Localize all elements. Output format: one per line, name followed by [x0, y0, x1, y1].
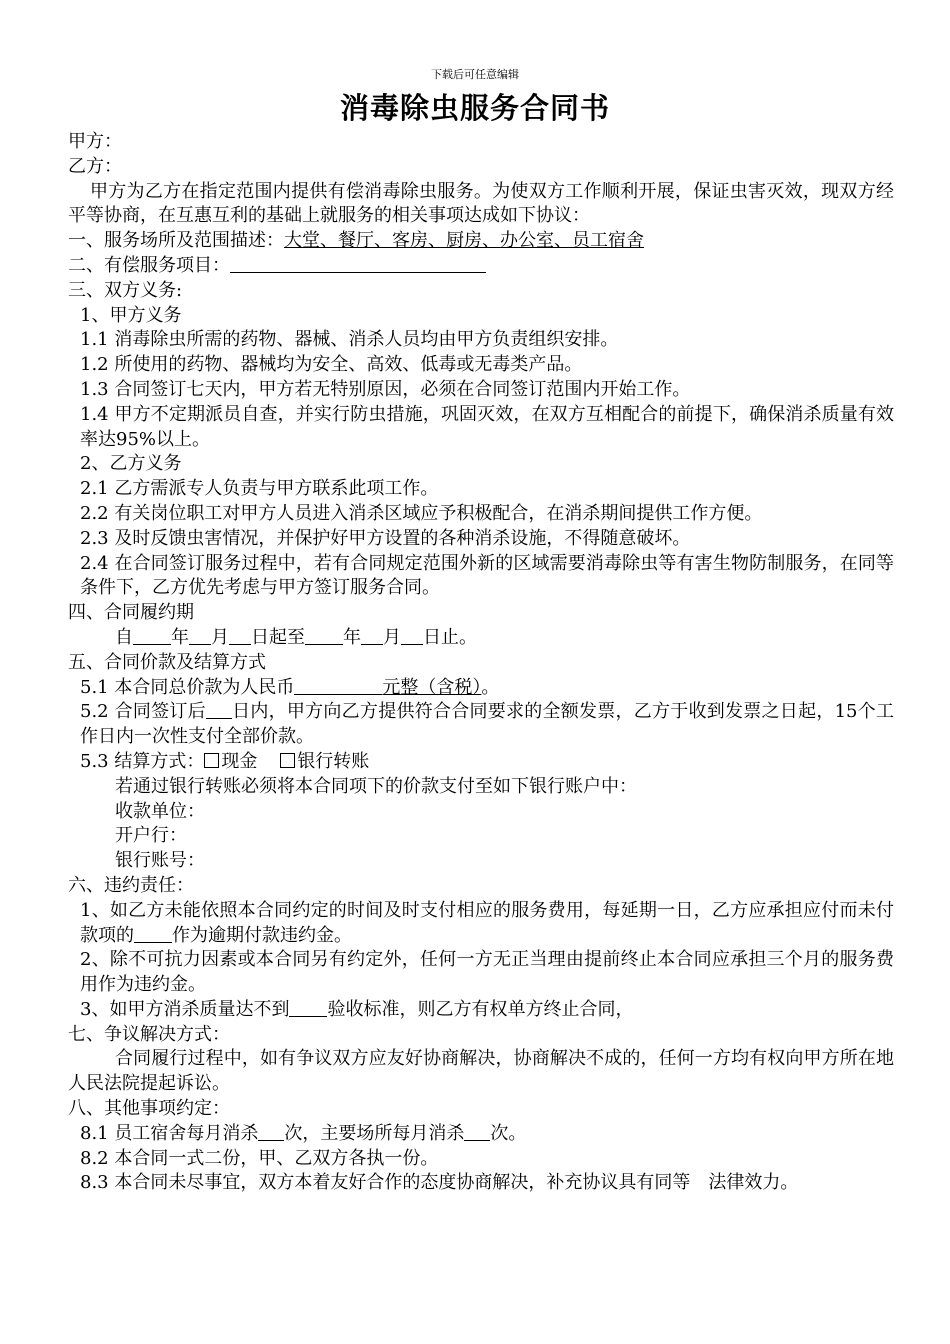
term-from-label: 自 [115, 626, 133, 648]
clause-5-2-post: 日内，甲方向乙方提供符合合同要求的全额发票，乙方于收到发票之日起，15个工作日内一次性支付全部价款。 [80, 701, 894, 748]
bank-note: 若通过银行转账必须将本合同项下的价款支付至如下银行账户中： [115, 775, 637, 797]
term-end-year-label: 年 [343, 626, 361, 648]
late-fee-rate-blank[interactable] [134, 925, 172, 943]
clause-1-4: 1.4 甲方不定期派员自查，并实行防虫措施，巩固灭效，在双方互相配合的前提下，确保消杀质量有效率达95%以上。 [80, 403, 894, 450]
section-1-scope [68, 229, 894, 254]
bank-transfer-checkbox[interactable] [280, 753, 295, 768]
clause-6-3-pre: 3、如甲方消杀质量达不到 [80, 998, 290, 1020]
clause-6-3 [68, 998, 894, 1023]
header-note: 下载后可任意编辑 [431, 68, 519, 81]
clause-5-2 [68, 700, 894, 750]
section-7-title: 七、争议解决方式： [68, 1023, 230, 1045]
section-5-title: 五、合同价款及结算方式 [68, 651, 266, 673]
start-year-blank[interactable] [133, 627, 171, 645]
clause-6-2: 2、除不可抗力因素或本合同另有约定外，任何一方无正当理由提前终止本合同应承担三个月的服务费用作为违约金。 [80, 949, 894, 996]
clause-2-3: 2.3 及时反馈虫害情况，并保护好甲方设置的各种消杀设施，不得随意破坏。 [80, 527, 691, 549]
dorm-frequency-blank[interactable] [258, 1123, 284, 1141]
clause-6-1-pre: 1、如乙方未能依照本合同约定的时间及时支付相应的服务费用，每延期一日，乙方应承担应付而未付款项的 [80, 899, 894, 946]
document-title: 消毒除虫服务合同书 [339, 91, 610, 125]
service-items-blank[interactable] [230, 255, 486, 273]
clause-1-3: 1.3 合同签订七天内，甲方若无特别原因，必须在合同签订范围内开始工作。 [80, 378, 691, 400]
clause-8-1 [68, 1122, 894, 1147]
section-6-title: 六、违约责任： [68, 874, 194, 896]
clause-8-2: 8.2 本合同一式二份，甲、乙双方各执一份。 [80, 1147, 439, 1169]
term-year-label: 年 [171, 626, 189, 648]
contract-body [68, 130, 894, 1196]
clause-1-1: 1.1 消毒除虫所需的药物、器械、消杀人员均由甲方负责组织安排。 [80, 329, 619, 351]
intro-paragraph: 甲方为乙方在指定范围内提供有偿消毒除虫服务。为使双方工作顺利开展，保证虫害灭效，现双方经平等协商，在互惠互利的基础上就服务的相关事项达成如下协议： [68, 180, 894, 227]
term-period-line [68, 626, 894, 651]
party-b-duties-title: 2、乙方义务 [80, 453, 182, 475]
clause-2-1: 2.1 乙方需派专人负责与甲方联系此项工作。 [80, 478, 439, 500]
section-3-title: 三、双方义务: [68, 279, 183, 301]
section-4-title: 四、合同履约期 [68, 602, 194, 624]
invoice-days-blank[interactable] [206, 701, 232, 719]
start-month-blank[interactable] [189, 627, 211, 645]
section-1-label: 一、服务场所及范围描述： [68, 230, 284, 252]
clause-5-1-end: 。 [481, 676, 500, 698]
bank-transfer-label: 银行转账 [297, 750, 370, 772]
payee-line: 收款单位： [115, 800, 205, 822]
section-2-items [68, 254, 894, 279]
payment-method-label: 5.3 结算方式： [80, 750, 205, 772]
clause-5-1-text: 5.1 本合同总价款为人民币 [80, 676, 295, 698]
dispute-paragraph: 合同履行过程中，如有争议双方应友好协商解决，协商解决不成的，任何一方均有权向甲方所在地人民法院提起诉讼。 [68, 1048, 894, 1095]
term-end-month-label: 月 [383, 626, 401, 648]
clause-5-1 [68, 676, 894, 701]
start-day-blank[interactable] [229, 627, 251, 645]
section-1-value: 大堂、餐厅、客房、厨房、办公室、员工宿舍 [284, 230, 644, 252]
clause-8-3: 8.3 本合同未尽事宜，双方本着友好合作的态度协商解决，补充协议具有同等 法律效力。 [80, 1172, 799, 1194]
term-month-label: 月 [211, 626, 229, 648]
party-b-line: 乙方： [68, 155, 122, 177]
cash-label: 现金 [221, 750, 258, 772]
clause-6-1-post: 作为逾期付款违约金。 [172, 924, 352, 946]
bank-line: 开户行： [115, 825, 187, 847]
end-year-blank[interactable] [305, 627, 343, 645]
clause-2-4: 2.4 在合同签订服务过程中，若有合同规定范围外新的区域需要消毒除虫等有害生物防制服务，在同等条件下，乙方优先考虑与甲方签订服务合同。 [80, 552, 894, 599]
section-2-label: 二、有偿服务项目： [68, 254, 230, 276]
total-price-blank[interactable] [294, 677, 382, 695]
party-a-duties-title: 1、甲方义务 [80, 304, 182, 326]
clause-5-3 [68, 750, 894, 775]
clause-2-2: 2.2 有关岗位职工对甲方人员进入消杀区域应予积极配合，在消杀期间提供工作方便。 [80, 502, 763, 524]
clause-6-1 [68, 899, 894, 949]
price-unit: 元整（含税） [382, 676, 482, 698]
cash-checkbox[interactable] [204, 753, 219, 768]
end-month-blank[interactable] [361, 627, 383, 645]
party-a-line: 甲方： [68, 131, 122, 152]
acceptance-standard-blank[interactable] [289, 999, 327, 1017]
clause-8-1-pre: 8.1 员工宿舍每月消杀 [80, 1122, 259, 1144]
clause-1-2: 1.2 所使用的药物、器械均为安全、高效、低毒或无毒类产品。 [80, 354, 583, 376]
section-8-title: 八、其他事项约定： [68, 1098, 230, 1120]
clause-8-1-post: 次。 [490, 1122, 527, 1144]
term-end-label: 日止。 [423, 626, 477, 648]
account-line: 银行账号： [115, 850, 205, 872]
main-area-frequency-blank[interactable] [464, 1123, 490, 1141]
term-to-label: 日起至 [251, 626, 305, 648]
end-day-blank[interactable] [401, 627, 423, 645]
clause-6-3-post: 验收标准，则乙方有权单方终止合同， [327, 998, 634, 1020]
clause-8-1-mid: 次，主要场所每月消杀 [284, 1122, 465, 1144]
clause-5-2-pre: 5.2 合同签订后 [80, 701, 206, 723]
